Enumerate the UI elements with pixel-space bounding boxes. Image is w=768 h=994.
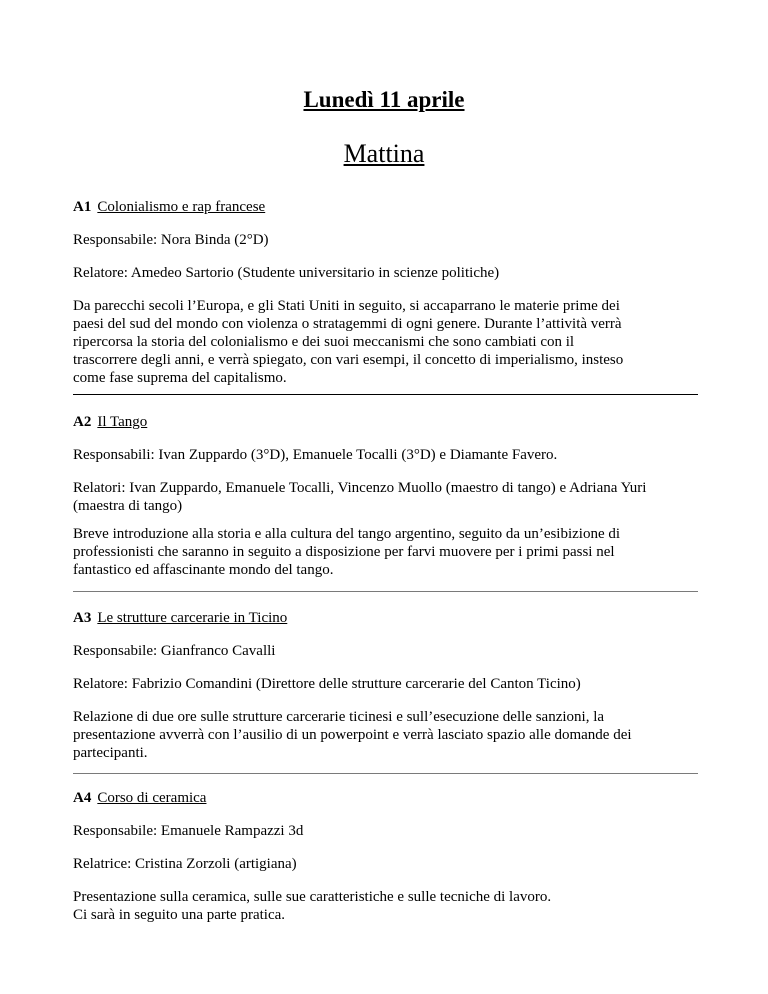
description-line: Breve introduzione alla storia e alla cultura del tango argentino, seguito da un’esibizione di [73,526,621,542]
section-topic: Il Tango [97,414,148,430]
section-topic: Le strutture carcerarie in Ticino [97,610,288,626]
description-line: paesi del sud del mondo con violenza o stratagemmi di ogni genere. Durante l’attività verrà [73,316,622,332]
section-a4 [73,789,698,929]
part-title: Mattina [343,139,425,168]
relatore: Relatrice: Cristina Zorzoli (artigiana) [73,856,297,872]
section-code: A2 [73,414,92,430]
section-divider [73,394,698,395]
description-line: fantastico ed affascinante mondo del tango. [73,562,334,578]
description-line: Da parecchi secoli l’Europa, e gli Stati Uniti in seguito, si accaparrano le materie prime dei [73,298,620,314]
relatore: Relatore: Fabrizio Comandini (Direttore delle strutture carcerarie del Canton Ticino) [73,676,581,692]
section-divider [73,591,698,592]
responsabile: Responsabile: Gianfranco Cavalli [73,643,276,659]
description-line: come fase suprema del capitalismo. [73,370,287,386]
section-heading [73,789,206,807]
description-line: ripercorsa la storia del colonialismo e dei suoi meccanismi che sono cambiati con il [73,334,575,350]
description-line: Relazione di due ore sulle strutture carcerarie ticinesi e sull’esecuzione delle sanzioni, la [73,709,605,725]
section-a1 [73,198,698,398]
description-line: presentazione avverrà con l’ausilio di un powerpoint e verrà lasciato spazio alle domande dei [73,727,632,743]
relatore-line: (maestra di tango) [73,498,183,514]
section-code: A1 [73,199,92,215]
description [73,888,551,924]
section-code: A3 [73,610,92,626]
section-topic: Corso di ceramica [97,790,207,806]
section-heading [73,198,265,216]
section-divider [73,773,698,774]
responsabile: Responsabili: Ivan Zuppardo (3°D), Emanuele Tocalli (3°D) e Diamante Favero. [73,447,558,463]
relatore [73,479,646,515]
responsabile: Responsabile: Emanuele Rampazzi 3d [73,823,304,839]
responsabile: Responsabile: Nora Binda (2°D) [73,232,269,248]
day-title: Lunedì 11 aprile [303,87,465,112]
description [73,708,632,762]
section-code: A4 [73,790,92,806]
description [73,297,623,387]
section-heading [73,413,147,431]
relatore: Relatore: Amedeo Sartorio (Studente universitario in scienze politiche) [73,265,500,281]
description-line: Ci sarà in seguito una parte pratica. [73,907,286,923]
section-a2 [73,413,698,595]
description-line: professionisti che saranno in seguito a disposizione per farvi muovere per i primi passi nel [73,544,615,560]
section-a3 [73,609,698,779]
relatore-line: Relatori: Ivan Zuppardo, Emanuele Tocalli, Vincenzo Muollo (maestro di tango) e Adriana Yuri [73,480,647,496]
section-topic: Colonialismo e rap francese [97,199,266,215]
description-line: partecipanti. [73,745,148,761]
section-heading [73,609,287,627]
description-line: trascorrere degli anni, e verrà spiegato, con vari esempi, il concetto di imperialismo, insteso [73,352,624,368]
description-line: Presentazione sulla ceramica, sulle sue caratteristiche e sulle tecniche di lavoro. [73,889,552,905]
description [73,525,620,579]
